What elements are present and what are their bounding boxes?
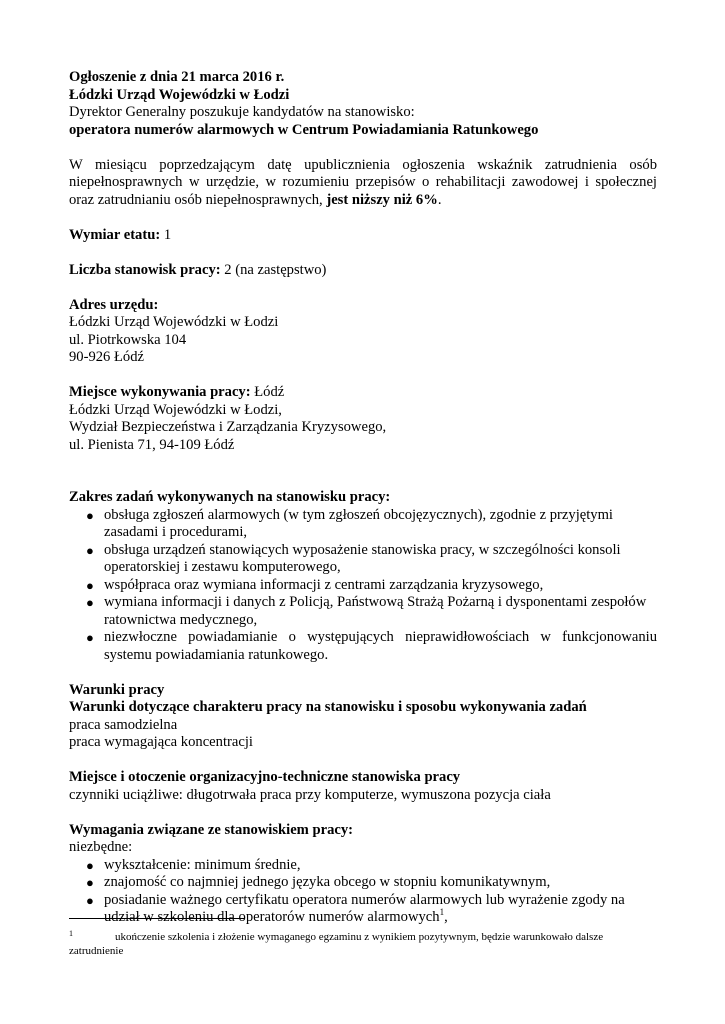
workplace-line: Wydział Bezpieczeństwa i Zarządzania Kryzysowego, [69, 419, 387, 435]
requirements-sublabel: niezbędne: [69, 839, 133, 855]
duties-label: Zakres zadań wykonywanych na stanowisku pracy: [69, 489, 391, 505]
footnote-text: ukończenie szkolenia i złożenie wymaganego egzaminu z wynikiem pozytywnym, będzie warunkowało dalsze zatrudnienie [69, 931, 604, 957]
list-item: ● znajomość co najmniej jednego języka obcego w stopniu komunikatywnym, [86, 874, 551, 890]
environment-label: Miejsce i otoczenie organizacyjno-techniczne stanowiska pracy [69, 769, 461, 785]
employment-scope-label: Wymiar etatu: [69, 226, 161, 243]
workplace [69, 384, 657, 402]
indicator-text: W miesiącu poprzedzającym datę upublicznienia ogłoszenia wskaźnik zatrudnienia osób niepełnosprawnych w urzędzie, w rozumieniu przepisów o rehabilitacji zawodowej i społecznej oraz zatrudnianiu osób niepełnosprawnych, [69, 156, 657, 208]
workplace-label: Miejsce wykonywania pracy: [69, 384, 251, 400]
list-item: ● obsługa zgłoszeń alarmowych (w tym zgłoszeń obcojęzycznych), zgodnie z przyjętymi zasadami i procedurami, [86, 506, 613, 540]
bullet-icon: ● [86, 892, 94, 908]
office-name: Łódzki Urząd Wojewódzki w Łodzi [69, 86, 290, 103]
bullet-icon: ● [86, 875, 94, 890]
bullet-icon: ● [86, 595, 94, 610]
office-address-line: 90-926 Łódź [69, 349, 144, 365]
bullet-icon: ● [86, 577, 94, 593]
requirements-list [69, 857, 657, 927]
environment-text: czynniki uciążliwe: długotrwała praca przy komputerze, wymuszona pozycja ciała [69, 786, 551, 803]
bullet-icon: ● [86, 630, 94, 645]
bullet-icon: ● [86, 542, 94, 558]
workplace-line: ul. Pienista 71, 94-109 Łódź [69, 436, 235, 453]
requirements-label: Wymagania związane ze stanowiskiem pracy: [69, 821, 354, 838]
footnote-number: 1 [69, 929, 73, 938]
employment-scope [69, 227, 657, 245]
duties-list [69, 507, 657, 665]
footnote-divider [69, 918, 244, 919]
positions-count [69, 262, 657, 280]
employment-scope-value: 1 [160, 226, 172, 243]
work-conditions-line: praca samodzielna [69, 716, 178, 733]
office-address-label: Adres urzędu: [69, 296, 159, 313]
list-item: ● posiadanie ważnego certyfikatu operatora numerów alarmowych lub wyrażenie zgody na udział w szkoleniu dla operatorów numerów alarmowych$^1$, [86, 891, 625, 925]
positions-count-label: Liczba stanowisk pracy: [69, 261, 221, 278]
footnote-reference[interactable]: 1 [439, 907, 445, 918]
work-conditions-sublabel: Warunki dotyczące charakteru pracy na stanowisku i sposobu wykonywania zadań [69, 699, 587, 715]
list-item: ● współpraca oraz wymiana informacji z centrami zarządzania kryzysowego, [86, 576, 544, 593]
work-conditions-line: praca wymagająca koncentracji [69, 734, 253, 750]
footnote [69, 927, 657, 958]
list-item: ● obsługa urządzeń stanowiących wyposażenie stanowiska pracy, w szczególności konsoli operatorskiej i zestawu komputerowego, [86, 541, 621, 575]
list-item: ● niezwłoczne powiadamianie o występujących nieprawidłowościach w funkcjonowaniu systemu powiadamiania ratunkowego. [86, 629, 657, 663]
office-address-line: ul. Piotrkowska 104 [69, 331, 187, 348]
indicator-value: jest niższy niż 6% [326, 191, 438, 208]
position-title: operatora numerów alarmowych w Centrum Powiadamiania Ratunkowego [69, 121, 539, 138]
workplace-value: Łódź [250, 384, 285, 400]
indicator-end: . [437, 191, 442, 208]
workplace-line: Łódzki Urząd Wojewódzki w Łodzi, [69, 401, 282, 418]
list-item: ● wymiana informacji i danych z Policją, Państwową Strażą Pożarną i dysponentami zespołów ratownictwa medycznego, [86, 594, 647, 628]
list-item: ● wykształcenie: minimum średnie, [86, 856, 301, 873]
positions-count-value: 2 (na zastępstwo) [220, 261, 327, 278]
employment-indicator-paragraph [69, 157, 657, 210]
recruitment-intro: Dyrektor Generalny poszukuje kandydatów na stanowisko: [69, 104, 415, 120]
work-conditions-label: Warunki pracy [69, 681, 165, 698]
bullet-icon: ● [86, 857, 94, 873]
announcement-date: Ogłoszenie z dnia 21 marca 2016 r. [69, 69, 285, 85]
bullet-icon: ● [86, 507, 94, 523]
office-address-line: Łódzki Urząd Wojewódzki w Łodzi [69, 314, 279, 330]
document-page [69, 69, 657, 927]
